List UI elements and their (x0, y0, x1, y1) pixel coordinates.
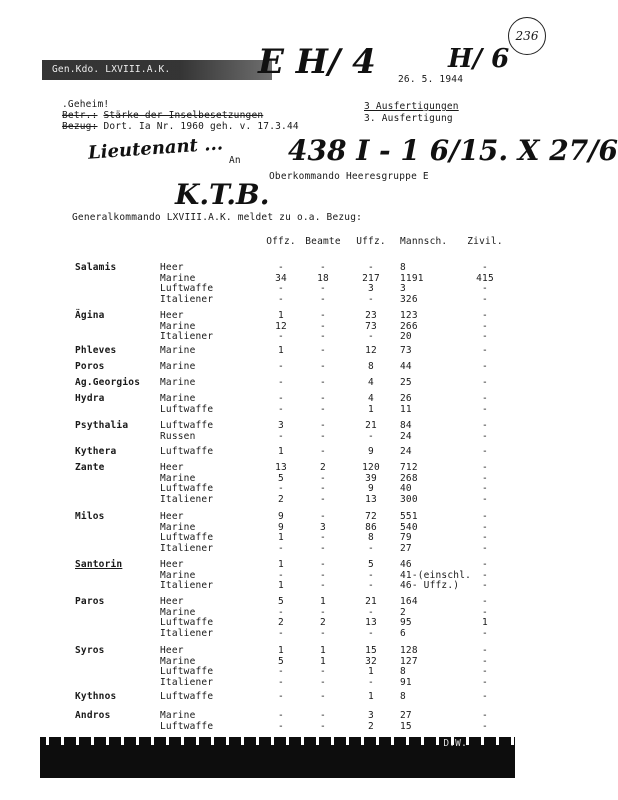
page-number-stamp (508, 17, 546, 55)
cell-uffz: 21 (365, 596, 377, 607)
handwritten-ktb: K.T.B. (175, 178, 270, 211)
cell-beamte: - (320, 262, 326, 273)
cell-zivil: - (482, 430, 488, 442)
cell-uffz: 2 (368, 720, 374, 732)
copies-line-2: 3. Ausfertigung (364, 113, 453, 124)
cell-uffz: 21 (365, 420, 377, 431)
col-header-mannsch: Mannsch. (400, 236, 448, 247)
cell-uffz: - (368, 580, 374, 592)
cell-beamte: - (320, 310, 326, 321)
cell-zivil: - (482, 377, 488, 388)
cell-uffz: - (368, 627, 374, 639)
cell-zivil: - (482, 472, 488, 484)
cell-beamte: 1 (320, 655, 326, 667)
branch-label: Italiener (160, 542, 214, 554)
branch-label: Marine (160, 655, 196, 667)
branch-label: Luftwaffe (160, 420, 214, 431)
subject-text: Stärke der Inselbesetzungen (103, 110, 264, 121)
cell-mannsch: 11 (400, 403, 412, 415)
cell-zivil: - (482, 596, 488, 607)
cell-beamte: 2 (320, 617, 326, 629)
cell-mannsch: 27 (400, 542, 412, 554)
place-name: Salamis (75, 262, 117, 273)
cell-zivil: - (482, 542, 488, 554)
cell-mannsch: 46 (400, 559, 412, 570)
cell-offz: - (278, 393, 284, 404)
cell-mannsch: 712 (400, 462, 418, 473)
cell-zivil: - (482, 606, 488, 618)
col-header-offz: Offz. (266, 236, 296, 247)
cell-mannsch: 26 (400, 393, 412, 404)
cell-zivil: 1 (482, 617, 488, 629)
cell-beamte: - (320, 420, 326, 431)
handwritten-annotation-top: E H/ 4 (258, 42, 376, 82)
cell-zivil: - (482, 420, 488, 431)
cell-zivil: - (482, 645, 488, 656)
branch-label: Marine (160, 361, 196, 372)
cell-mannsch: 6 (400, 627, 406, 639)
place-name: Ag.Georgios (75, 377, 141, 388)
cell-offz: - (278, 666, 284, 678)
cell-uffz: 9 (368, 446, 374, 457)
cell-zivil: - (482, 691, 488, 702)
cell-offz: - (278, 542, 284, 554)
cell-offz: - (278, 361, 284, 372)
cell-mannsch: 40 (400, 483, 412, 495)
cell-zivil: - (482, 403, 488, 415)
branch-label: Luftwaffe (160, 283, 214, 295)
col-header-uffz: Uffz. (356, 236, 386, 247)
cell-offz: - (278, 403, 284, 415)
handwritten-file-number: 438 I - 1 6/15. X 27/6 (288, 134, 618, 167)
cell-uffz: 39 (365, 472, 377, 484)
branch-label: Luftwaffe (160, 446, 214, 457)
reference-label: Bezug: (62, 121, 98, 132)
cell-mannsch: 46- Uffz.) (400, 580, 460, 592)
cell-zivil: - (482, 462, 488, 473)
cell-beamte: - (320, 331, 326, 343)
cell-mannsch: 3 (400, 283, 406, 295)
footer-mark: D.W. (443, 738, 467, 749)
cell-zivil: - (482, 666, 488, 678)
branch-label: Italiener (160, 493, 214, 505)
cell-uffz: - (368, 293, 374, 305)
cell-beamte: - (320, 393, 326, 404)
cell-uffz: 13 (365, 493, 377, 505)
cell-uffz: 1 (368, 403, 374, 415)
cell-offz: 9 (278, 521, 284, 533)
cell-offz: - (278, 710, 284, 721)
branch-label: Marine (160, 606, 196, 618)
cell-offz: - (278, 283, 284, 295)
sender-line: Gen.Kdo. LXVIII.A.K. (52, 64, 171, 75)
cell-beamte: 3 (320, 521, 326, 533)
cell-uffz: 8 (368, 361, 374, 372)
cell-offz: - (278, 293, 284, 305)
cell-beamte: 2 (320, 462, 326, 473)
branch-label: Marine (160, 472, 196, 484)
cell-uffz: 5 (368, 559, 374, 570)
cell-uffz: 86 (365, 521, 377, 533)
photocopy-shadow-bottom (40, 738, 515, 778)
cell-mannsch: 123 (400, 310, 418, 321)
cell-uffz: 73 (365, 320, 377, 332)
cell-beamte: - (320, 676, 326, 688)
branch-label: Luftwaffe (160, 617, 214, 629)
cell-zivil: - (482, 532, 488, 544)
cell-beamte: - (320, 710, 326, 721)
cell-beamte: - (320, 666, 326, 678)
cell-uffz: 1 (368, 666, 374, 678)
cell-zivil: - (482, 676, 488, 688)
date: 26. 5. 1944 (398, 74, 464, 85)
branch-label: Marine (160, 377, 196, 388)
cell-zivil: - (482, 393, 488, 404)
cell-beamte: - (320, 691, 326, 702)
cell-uffz: - (368, 542, 374, 554)
cell-mannsch: 41-(einschl. (400, 569, 472, 581)
cell-zivil: - (482, 521, 488, 533)
branch-label: Heer (160, 462, 184, 473)
cell-mannsch: 15 (400, 720, 412, 732)
cell-offz: 2 (278, 493, 284, 505)
cell-beamte: - (320, 559, 326, 570)
cell-offz: 13 (275, 462, 287, 473)
cell-zivil: - (482, 446, 488, 457)
cell-uffz: - (368, 676, 374, 688)
col-header-zivil: Zivil. (467, 236, 503, 247)
cell-offz: - (278, 627, 284, 639)
branch-label: Luftwaffe (160, 666, 214, 678)
branch-label: Italiener (160, 676, 214, 688)
cell-uffz: 1 (368, 691, 374, 702)
cell-offz: 1 (278, 532, 284, 544)
branch-label: Luftwaffe (160, 403, 214, 415)
cell-zivil: - (482, 655, 488, 667)
branch-label: Marine (160, 345, 196, 356)
cell-mannsch: 266 (400, 320, 418, 332)
cell-mannsch: 300 (400, 493, 418, 505)
cell-beamte: - (320, 320, 326, 332)
cell-zivil: - (482, 361, 488, 372)
branch-label: Italiener (160, 580, 214, 592)
cell-uffz: 72 (365, 511, 377, 522)
cell-mannsch: 95 (400, 617, 412, 629)
cell-zivil: - (482, 483, 488, 495)
branch-label: Marine (160, 521, 196, 533)
branch-label: Luftwaffe (160, 483, 214, 495)
cell-mannsch: 27 (400, 710, 412, 721)
branch-label: Heer (160, 596, 184, 607)
cell-mannsch: 164 (400, 596, 418, 607)
place-name: Zante (75, 462, 105, 473)
branch-label: Heer (160, 511, 184, 522)
place-name: Milos (75, 511, 105, 522)
cell-offz: - (278, 262, 284, 273)
cell-beamte: - (320, 283, 326, 295)
cell-beamte: - (320, 532, 326, 544)
cell-offz: - (278, 606, 284, 618)
cell-uffz: 4 (368, 377, 374, 388)
branch-label: Russen (160, 430, 196, 442)
cell-uffz: - (368, 430, 374, 442)
cell-uffz: 8 (368, 532, 374, 544)
cell-mannsch: 20 (400, 331, 412, 343)
cell-offz: 1 (278, 345, 284, 356)
cell-beamte: - (320, 361, 326, 372)
cell-offz: - (278, 720, 284, 732)
cell-uffz: 120 (362, 462, 380, 473)
page-number-text: 236 (515, 29, 539, 43)
cell-mannsch: 84 (400, 420, 412, 431)
cell-offz: 5 (278, 472, 284, 484)
branch-label: Luftwaffe (160, 691, 214, 702)
cell-uffz: - (368, 569, 374, 581)
col-header-beamte: Beamte (305, 236, 341, 247)
cell-uffz: 32 (365, 655, 377, 667)
cell-mannsch: 2 (400, 606, 406, 618)
place-name: Santorin (75, 559, 123, 570)
branch-label: Luftwaffe (160, 532, 214, 544)
cell-zivil: - (482, 283, 488, 295)
cell-uffz: - (368, 262, 374, 273)
cell-zivil: - (482, 310, 488, 321)
cell-beamte: - (320, 493, 326, 505)
cell-uffz: 3 (368, 710, 374, 721)
subject-line (62, 110, 263, 121)
reference-text: Dort. Ia Nr. 1960 geh. v. 17.3.44 (103, 121, 299, 132)
cell-mannsch: 127 (400, 655, 418, 667)
cell-mannsch: 1191 (400, 272, 424, 284)
intro-line: Generalkommando LXVIII.A.K. meldet zu o.a. Bezug: (72, 212, 363, 223)
branch-label: Heer (160, 645, 184, 656)
cell-uffz: 217 (362, 272, 380, 284)
cell-offz: 9 (278, 511, 284, 522)
place-name: Syros (75, 645, 105, 656)
place-name: Ägina (75, 310, 105, 321)
cell-beamte: 1 (320, 596, 326, 607)
cell-mannsch: 8 (400, 262, 406, 273)
cell-offz: 2 (278, 617, 284, 629)
cell-offz: 34 (275, 272, 287, 284)
copies-text-1: 3 Ausfertigungen (364, 101, 459, 112)
branch-label: Heer (160, 262, 184, 273)
copies-line-1 (364, 101, 459, 112)
cell-uffz: 13 (365, 617, 377, 629)
cell-offz: 1 (278, 559, 284, 570)
cell-mannsch: 25 (400, 377, 412, 388)
cell-mannsch: 128 (400, 645, 418, 656)
cell-mannsch: 44 (400, 361, 412, 372)
cell-mannsch: 24 (400, 446, 412, 457)
branch-label: Marine (160, 272, 196, 284)
cell-beamte: 1 (320, 645, 326, 656)
cell-zivil: - (482, 710, 488, 721)
cell-zivil: - (482, 293, 488, 305)
cell-offz: - (278, 569, 284, 581)
branch-label: Italiener (160, 331, 214, 343)
cell-beamte: - (320, 720, 326, 732)
cell-zivil: - (482, 569, 488, 581)
cell-zivil: 415 (476, 272, 494, 284)
handwritten-annotation-top-right: H/ 6 (448, 44, 510, 74)
cell-offz: 5 (278, 596, 284, 607)
cell-offz: - (278, 483, 284, 495)
cell-beamte: - (320, 483, 326, 495)
cell-offz: - (278, 691, 284, 702)
cell-mannsch: 24 (400, 430, 412, 442)
branch-label: Marine (160, 393, 196, 404)
cell-beamte: - (320, 511, 326, 522)
cell-offz: - (278, 676, 284, 688)
cell-offz: - (278, 331, 284, 343)
cell-offz: 3 (278, 420, 284, 431)
cell-zivil: - (482, 493, 488, 505)
cell-uffz: - (368, 331, 374, 343)
recipient-prefix: An (229, 155, 241, 166)
cell-zivil: - (482, 331, 488, 343)
cell-mannsch: 8 (400, 691, 406, 702)
cell-beamte: - (320, 569, 326, 581)
place-name: Psythalia (75, 420, 129, 431)
cell-beamte: - (320, 403, 326, 415)
cell-mannsch: 91 (400, 676, 412, 688)
cell-beamte: - (320, 377, 326, 388)
cell-offz: 1 (278, 310, 284, 321)
cell-offz: 12 (275, 320, 287, 332)
branch-label: Italiener (160, 293, 214, 305)
recipient: Oberkommando Heeresgruppe E (269, 171, 429, 182)
cell-uffz: 4 (368, 393, 374, 404)
cell-beamte: - (320, 345, 326, 356)
place-name: Kythnos (75, 691, 117, 702)
cell-mannsch: 551 (400, 511, 418, 522)
cell-mannsch: 326 (400, 293, 418, 305)
place-name: Andros (75, 710, 111, 721)
cell-zivil: - (482, 262, 488, 273)
branch-label: Marine (160, 710, 196, 721)
branch-label: Italiener (160, 627, 214, 639)
branch-label: Marine (160, 320, 196, 332)
cell-mannsch: 8 (400, 666, 406, 678)
cell-beamte: - (320, 606, 326, 618)
branch-label: Luftwaffe (160, 720, 214, 732)
branch-label: Heer (160, 310, 184, 321)
cell-zivil: - (482, 580, 488, 592)
handwritten-signature: Lieutenant ... (87, 133, 224, 164)
cell-mannsch: 268 (400, 472, 418, 484)
cell-offz: 5 (278, 655, 284, 667)
place-name: Poros (75, 361, 105, 372)
cell-uffz: 12 (365, 345, 377, 356)
cell-uffz: 9 (368, 483, 374, 495)
cell-zivil: - (482, 720, 488, 732)
cell-beamte: - (320, 446, 326, 457)
cell-beamte: - (320, 580, 326, 592)
reference-line (62, 121, 299, 132)
cell-uffz: - (368, 606, 374, 618)
branch-label: Heer (160, 559, 184, 570)
cell-beamte: - (320, 542, 326, 554)
branch-label: Marine (160, 569, 196, 581)
place-name: Paros (75, 596, 105, 607)
cell-uffz: 3 (368, 283, 374, 295)
cell-offz: - (278, 430, 284, 442)
cell-zivil: - (482, 627, 488, 639)
place-name: Hydra (75, 393, 105, 404)
cell-zivil: - (482, 559, 488, 570)
cell-beamte: - (320, 472, 326, 484)
cell-uffz: 15 (365, 645, 377, 656)
cell-beamte: - (320, 430, 326, 442)
cell-beamte: - (320, 627, 326, 639)
cell-mannsch: 73 (400, 345, 412, 356)
cell-beamte: 18 (317, 272, 329, 284)
place-name: Kythera (75, 446, 117, 457)
cell-zivil: - (482, 320, 488, 332)
cell-uffz: 23 (365, 310, 377, 321)
classification-line: .Geheim! (62, 99, 110, 110)
cell-offz: 1 (278, 446, 284, 457)
cell-mannsch: 79 (400, 532, 412, 544)
place-name: Phleves (75, 345, 117, 356)
cell-beamte: - (320, 293, 326, 305)
cell-zivil: - (482, 345, 488, 356)
subject-label: Betr.: (62, 110, 98, 121)
cell-offz: 1 (278, 645, 284, 656)
cell-offz: - (278, 377, 284, 388)
cell-offz: 1 (278, 580, 284, 592)
cell-zivil: - (482, 511, 488, 522)
cell-mannsch: 540 (400, 521, 418, 533)
